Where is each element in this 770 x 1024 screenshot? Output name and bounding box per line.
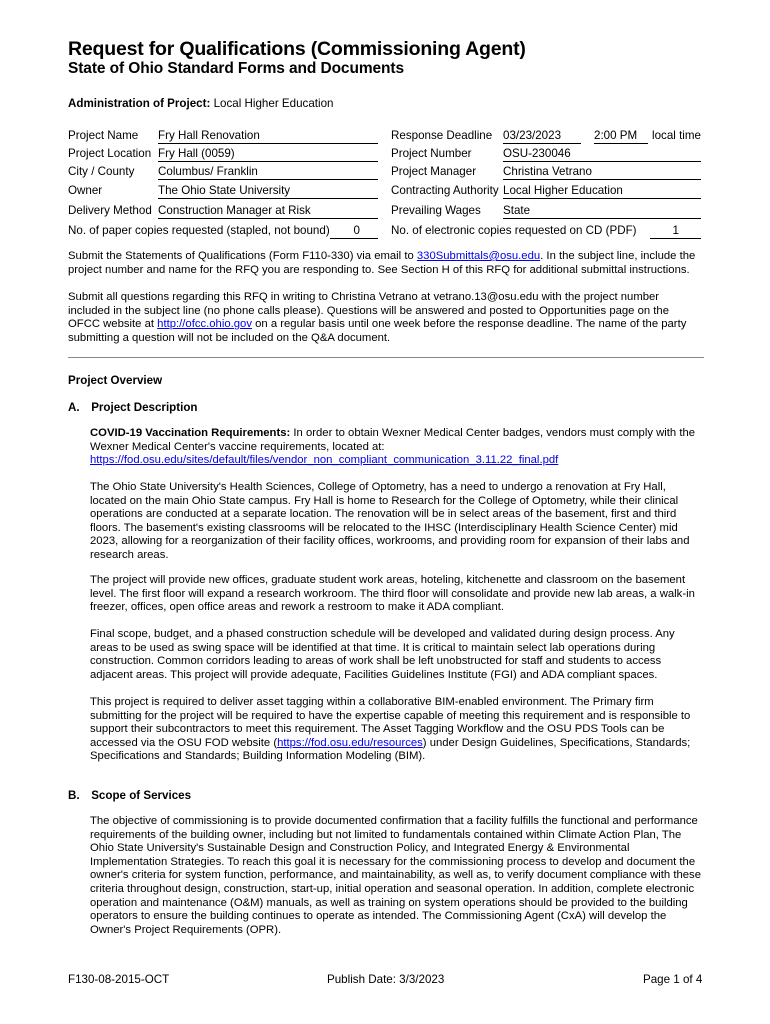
contracting-authority-value: Local Higher Education [503, 184, 701, 199]
vaccine-policy-link[interactable]: https://fod.osu.edu/sites/default/files/vendor_non_compliant_communication_3.11.22_final.pdf [90, 454, 559, 467]
project-name-value: Fry Hall Renovation [158, 129, 378, 144]
description-paragraph-2: The project will provide new offices, graduate student work areas, hoteling, kitchenette and classroom on the basement level. The first floor will expand a research workroom. The third floor will consolidate and provide new lab areas, a walk-in freezer, offices, open office areas and rework a restroom to make it ADA compliant. [90, 574, 695, 614]
administration-label: Administration of Project: [68, 97, 211, 110]
submit-instructions [68, 250, 704, 277]
response-deadline-suffix: local time [652, 129, 701, 142]
cd-copies-value: 1 [650, 224, 701, 239]
administration-line [68, 97, 333, 111]
paper-copies-label: No. of paper copies requested (stapled, not bound) [68, 224, 330, 237]
covid-requirements [90, 427, 703, 468]
submittal-email-link[interactable]: 330Submittals@osu.edu [416, 250, 541, 262]
section-a-heading: A. Project Description [68, 401, 198, 414]
description-paragraph-1: The Ohio State University's Health Sciences, College of Optometry, has a need to undergo a renovation at Fry Hall, located on the main Ohio State campus. Fry Hall is home to Research for the College of Optometry, while their clinical operations are conducted at a separate location. The renovation will be in select areas of the basement, first and third floors. The basement's existing classrooms will be relocated to the IHSC (Interdisciplinary Health Science Center) mid 2023, allowing for a reorganization of their facility offices, workrooms, and providing room for expansion of their labs and research areas. [90, 481, 690, 561]
owner-value: The Ohio State University [158, 184, 378, 199]
city-county-label: City / County [68, 165, 135, 178]
project-number-value: OSU-230046 [503, 147, 701, 162]
section-b-heading: B. Scope of Services [68, 789, 192, 802]
footer-page-number: Page 1 of 4 [643, 973, 703, 986]
submit-text-cont: . In the subject line, include the project number and name for the RFQ you are responding to. See Section H of this RFQ for additional submittal instructions. [68, 250, 696, 276]
bim-text: This project is required to deliver asset tagging within a collaborative BIM-enabled environment. The Primary firm submitting for the project will be required to have the expertise capable of meeting this requirement and is responsible to support their subcontractors to meet this requirement. The Asset Tagging Workflow and the OSU PDS Tools can be accessed via the OSU FOD website ( [90, 696, 691, 749]
city-county-value: Columbus/ Franklin [158, 165, 378, 180]
submit-text: Submit the Statements of Qualifications (Form F110-330) via email to [68, 250, 417, 262]
questions-text-cont: on a regular basis until one week before the response deadline. The name of the party submitting a question will not be included on the Q&A document. [68, 318, 687, 344]
response-deadline-value: 03/23/2023 [503, 129, 581, 144]
scope-of-services-paragraph: The objective of commissioning is to provide documented confirmation that a facility fulfills the functional and performance requirements of the building owner, including but not limited to fundamentals contained within Climate Action Plan, The Ohio State University's Sustainable Design and Construction Policy, and Integrated Energy & Environmental Implementation Strategies. To reach this goal it is necessary for the commissioning process to develop and document the owner's criteria for system function, performance, and maintainability, as well as, to verify document compliance with these criteria throughout design, construction, start-up, initial operation and seasonal operation. In addition, complete electronic operation and maintenance (O&M) manuals, as well as training on system operations should be provided to the building operators to ensure the building continues to operate as intended. The Commissioning Agent (CxA) will develop the Owner's Project Requirements (OPR). [90, 815, 701, 936]
questions-text: Submit all questions regarding this RFQ in writing to Christina Vetrano at vetrano.13@osu.edu with the project number included in the subject line (no phone calls please). Questions will be answered and posted to Opportunities page on the OFCC website at [68, 291, 670, 331]
project-manager-value: Christina Vetrano [503, 165, 701, 180]
delivery-method-label: Delivery Method [68, 204, 152, 217]
cd-copies-label: No. of electronic copies requested on CD (PDF) [391, 224, 637, 237]
ofcc-website-link[interactable]: http://ofcc.ohio.gov [157, 318, 252, 331]
description-paragraph-4 [90, 696, 703, 764]
project-manager-label: Project Manager [391, 165, 477, 178]
fod-resources-link[interactable]: https://fod.osu.edu/resources [277, 736, 423, 749]
covid-label: COVID-19 Vaccination Requirements: [90, 427, 291, 439]
owner-label: Owner [68, 184, 103, 197]
questions-instructions [68, 291, 704, 345]
footer-form-number: F130-08-2015-OCT [68, 973, 170, 986]
delivery-method-value: Construction Manager at Risk [158, 204, 378, 219]
page-title: Request for Qualifications (Commissioning Agent) [68, 38, 526, 60]
prevailing-wages-label: Prevailing Wages [391, 204, 481, 217]
response-deadline-time: 2:00 PM [594, 129, 648, 144]
covid-text: In order to obtain Wexner Medical Center badges, vendors must comply with the Wexner Medical Center's vaccine requirements, located at: [90, 427, 696, 453]
response-deadline-label: Response Deadline [391, 129, 493, 142]
contracting-authority-label: Contracting Authority [391, 184, 499, 197]
project-name-label: Project Name [68, 129, 139, 142]
project-overview-heading: Project Overview [68, 374, 163, 387]
project-location-label: Project Location [68, 147, 152, 160]
bim-text-cont: ) under Design Guidelines, Specifications, Standards; Specifications and Standards; Building Information Modeling (BIM). [90, 736, 691, 763]
page-subtitle: State of Ohio Standard Forms and Documents [68, 60, 404, 77]
project-number-label: Project Number [391, 147, 472, 160]
prevailing-wages-value: State [503, 204, 701, 219]
administration-value: Local Higher Education [213, 97, 334, 110]
footer-publish-date: Publish Date: 3/3/2023 [327, 973, 445, 986]
paper-copies-value: 0 [330, 224, 378, 239]
section-divider [68, 357, 704, 358]
project-location-value: Fry Hall (0059) [158, 147, 378, 162]
description-paragraph-3: Final scope, budget, and a phased construction schedule will be developed and validated during design process. Any areas to be used as swing space will be identified at that time. It is critical to maintain select lab operations during construction. Common corridors leading to areas of work shall be left unobstructed for staff and students to access adjacent areas. This project will provide adequate, Facilities Guidelines Institute (FGI) and ADA compliant spaces. [90, 628, 675, 681]
